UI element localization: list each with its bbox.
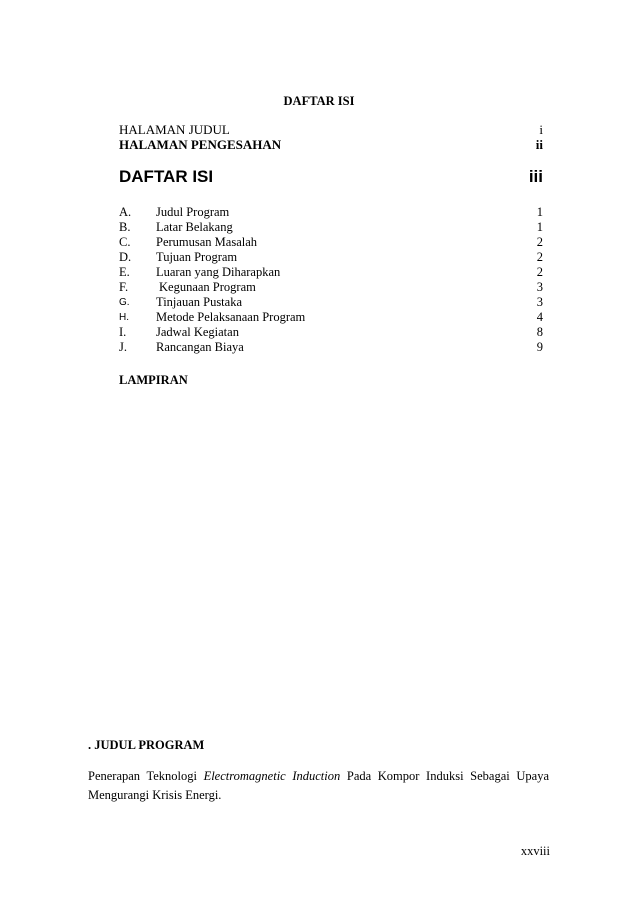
toc-entry-label: HALAMAN PENGESAHAN xyxy=(119,137,282,152)
toc-item-page: 3 xyxy=(536,295,543,309)
toc-item-letter: D. xyxy=(119,250,132,264)
section-heading: . JUDUL PROGRAM xyxy=(88,738,205,752)
toc-entry-page: ii xyxy=(535,137,543,152)
lampiran-heading: LAMPIRAN xyxy=(119,373,188,387)
toc-item-letter: A. xyxy=(119,205,132,219)
paragraph-italic-term: Electromagnetic Induction xyxy=(203,769,341,783)
toc-entry-label: DAFTAR ISI xyxy=(119,167,214,186)
toc-item-letter: C. xyxy=(119,235,131,249)
toc-item xyxy=(119,340,543,355)
toc-entry-label: HALAMAN JUDUL xyxy=(119,122,230,137)
toc-item-title: Tinjauan Pustaka xyxy=(156,295,242,309)
toc-item-title: Metode Pelaksanaan Program xyxy=(156,310,306,324)
paragraph-line-1 xyxy=(88,767,549,786)
toc-item xyxy=(119,220,543,235)
toc-entry-halaman-pengesahan xyxy=(119,137,543,152)
toc-item-page: 1 xyxy=(536,205,543,219)
paragraph-line-2: Mengurangi Krisis Energi. xyxy=(88,788,222,802)
toc-entry-daftar-isi xyxy=(119,167,543,187)
page-number: xxviii xyxy=(520,844,550,858)
paragraph-text: Pada Kompor Induksi Sebagai Upaya xyxy=(340,769,549,783)
body-paragraph xyxy=(88,767,549,805)
toc-item-letter: G. xyxy=(119,297,130,308)
toc-item-letter: H. xyxy=(119,312,129,323)
toc-item-title: Rancangan Biaya xyxy=(156,340,244,354)
toc-list xyxy=(119,205,543,355)
toc-item-page: 2 xyxy=(536,235,543,249)
toc-item-page: 4 xyxy=(536,310,543,324)
toc-entry-page: iii xyxy=(528,167,543,186)
toc-item-title: Kegunaan Program xyxy=(159,280,256,294)
toc-entry-halaman-judul xyxy=(119,122,543,137)
toc-item xyxy=(119,280,543,295)
toc-item xyxy=(119,250,543,265)
toc-item xyxy=(119,205,543,220)
toc-item xyxy=(119,295,543,310)
toc-entry-page: i xyxy=(539,122,543,137)
paragraph-text: Penerapan Teknologi xyxy=(88,769,204,783)
toc-item-letter: B. xyxy=(119,220,131,234)
toc-item xyxy=(119,265,543,280)
toc-item-letter: F. xyxy=(119,280,129,294)
toc-item-letter: J. xyxy=(119,340,127,354)
toc-item-page: 1 xyxy=(536,220,543,234)
toc-item-letter: I. xyxy=(119,325,127,339)
toc-item-page: 8 xyxy=(536,325,543,339)
toc-item-page: 9 xyxy=(536,340,543,354)
toc-item xyxy=(119,235,543,250)
toc-item-page: 3 xyxy=(536,280,543,294)
toc-item xyxy=(119,310,543,325)
toc-item-title: Latar Belakang xyxy=(156,220,233,234)
toc-item-title: Perumusan Masalah xyxy=(156,235,258,249)
toc-item-title: Jadwal Kegiatan xyxy=(156,325,239,339)
toc-item-title: Tujuan Program xyxy=(156,250,238,264)
page-title: DAFTAR ISI xyxy=(283,94,355,108)
toc-item-page: 2 xyxy=(536,265,543,279)
toc-item-letter: E. xyxy=(119,265,130,279)
toc-item-title: Luaran yang Diharapkan xyxy=(156,265,281,279)
toc-item-page: 2 xyxy=(536,250,543,264)
toc-item xyxy=(119,325,543,340)
toc-item-title: Judul Program xyxy=(156,205,230,219)
